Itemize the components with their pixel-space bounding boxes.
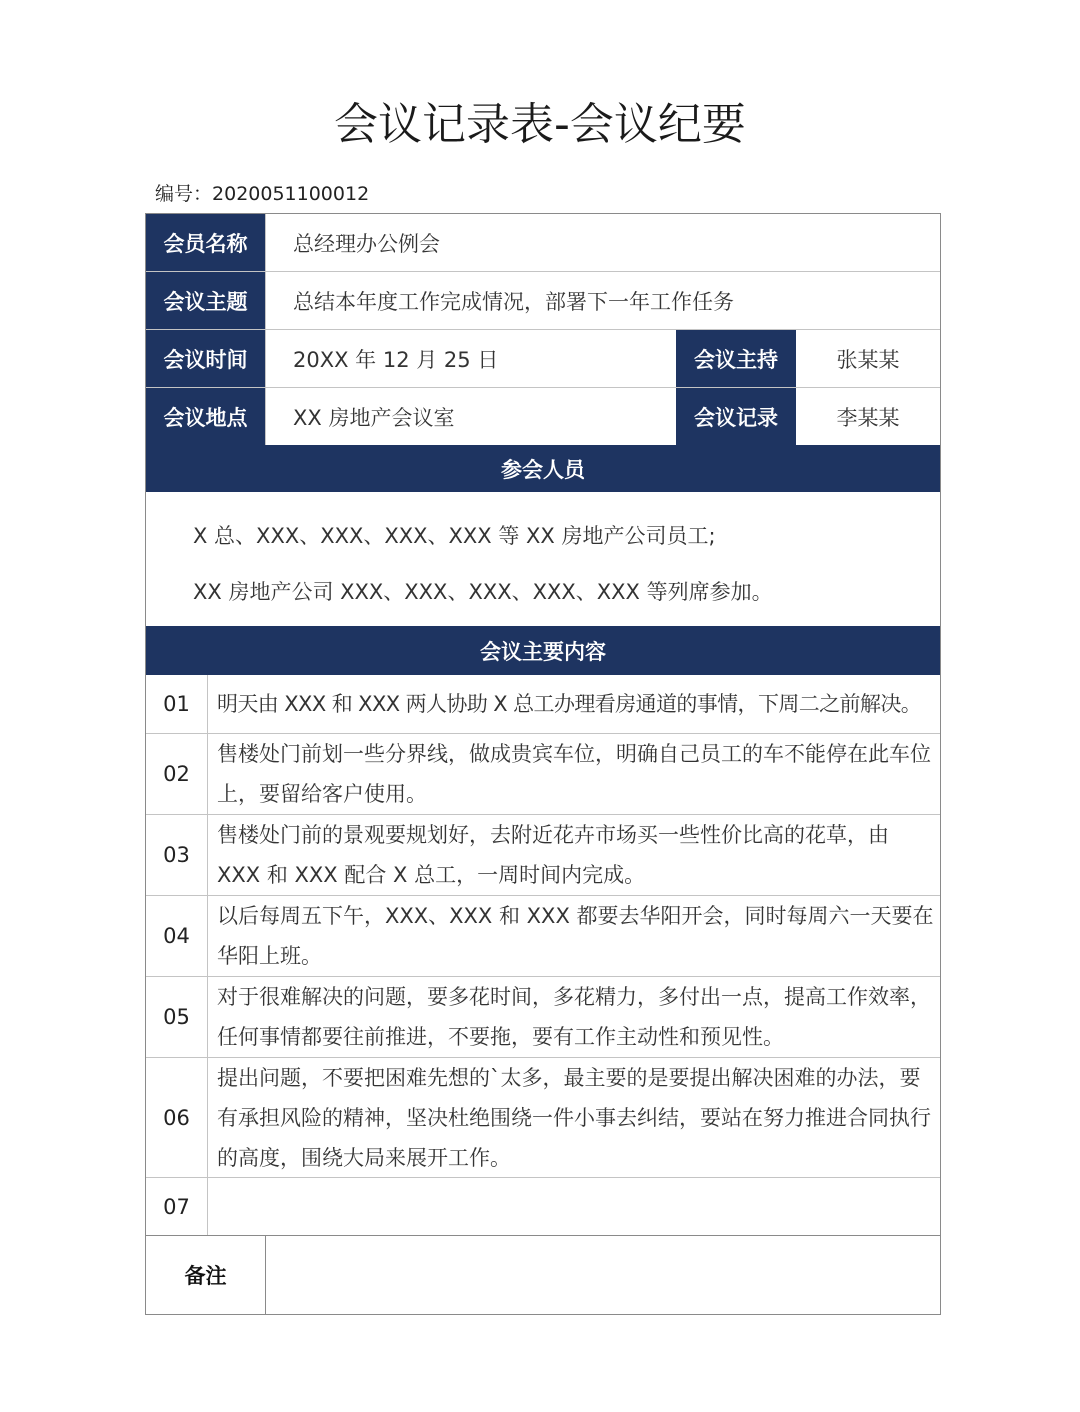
column-divider: [265, 214, 266, 445]
location-label: 会议地点: [146, 388, 265, 445]
item-text: 售楼处门前划一些分界线，做成贵宾车位，明确自己员工的车不能停在此车位上，要留给客户使用。: [217, 742, 931, 806]
content-item: [146, 1058, 940, 1178]
content-item: [146, 1178, 940, 1236]
content-heading: 会议主要内容: [146, 626, 940, 675]
serial-label: 编号：: [155, 183, 213, 205]
member-name-label: 会员名称: [146, 214, 265, 271]
content-item: [146, 734, 940, 815]
item-text: 售楼处门前的景观要规划好，去附近花卉市场买一些性价比高的花草，由 XXX 和 XXX 配合 X 总工，一周时间内完成。: [217, 823, 889, 887]
attendees-line-1: X 总、XXX、XXX、XXX、XXX 等 XX 房地产公司员工;: [193, 524, 716, 548]
recorder-value: 李某某: [836, 405, 900, 430]
attendees-heading: 参会人员: [146, 445, 940, 492]
item-number: 02: [146, 734, 208, 814]
item-text: 对于很难解决的问题，要多花时间，多花精力，多付出一点，提高工作效率，任何事情都要往前推进，不要拖，要有工作主动性和预见性。: [217, 985, 931, 1049]
remarks-row: [146, 1236, 940, 1314]
attendees-section: [146, 492, 940, 626]
serial-number: [155, 179, 369, 206]
attendees-line-2: XX 房地产公司 XXX、XXX、XXX、XXX、XXX 等列席参加。: [193, 580, 773, 604]
item-text: 提出问题，不要把困难先想的`太多，最主要的是要提出解决困难的办法，要有承担风险的精神，坚决杜绝围绕一件小事去纠结，要站在努力推进合同执行的高度，围绕大局来展开工作。: [217, 1065, 931, 1170]
item-number: 07: [146, 1178, 208, 1235]
host-value: 张某某: [836, 347, 900, 372]
remarks-value: [293, 1236, 940, 1314]
item-number: 01: [146, 675, 208, 733]
item-text: 明天由 XXX 和 XXX 两人协助 X 总工办理看房通道的事情，下周二之前解决。: [217, 692, 922, 716]
item-number: 04: [146, 896, 208, 976]
remarks-label: 备注: [146, 1236, 266, 1314]
meeting-record-form: [145, 213, 941, 1315]
item-text: [217, 1178, 934, 1235]
content-item: [146, 977, 940, 1058]
serial-value: 2020051100012: [212, 183, 370, 205]
host-label: 会议主持: [676, 330, 796, 387]
item-number: 05: [146, 977, 208, 1057]
item-text: 以后每周五下午，XXX、XXX 和 XXX 都要去华阳开会，同时每周六一天要在华阳上班。: [217, 904, 934, 968]
topic-label: 会议主题: [146, 272, 265, 329]
location-value: XX 房地产会议室: [293, 405, 455, 430]
content-item: [146, 815, 940, 896]
content-item: [146, 675, 940, 734]
time-label: 会议时间: [146, 330, 265, 387]
recorder-label: 会议记录: [676, 388, 796, 445]
item-number: 03: [146, 815, 208, 895]
topic-value: 总结本年度工作完成情况，部署下一年工作任务: [293, 289, 734, 314]
item-number: 06: [146, 1058, 208, 1177]
page-title: 会议记录表-会议纪要: [334, 99, 746, 150]
member-name-value: 总经理办公例会: [293, 231, 440, 256]
time-value: 20XX 年 12 月 25 日: [293, 347, 499, 372]
content-item: [146, 896, 940, 977]
